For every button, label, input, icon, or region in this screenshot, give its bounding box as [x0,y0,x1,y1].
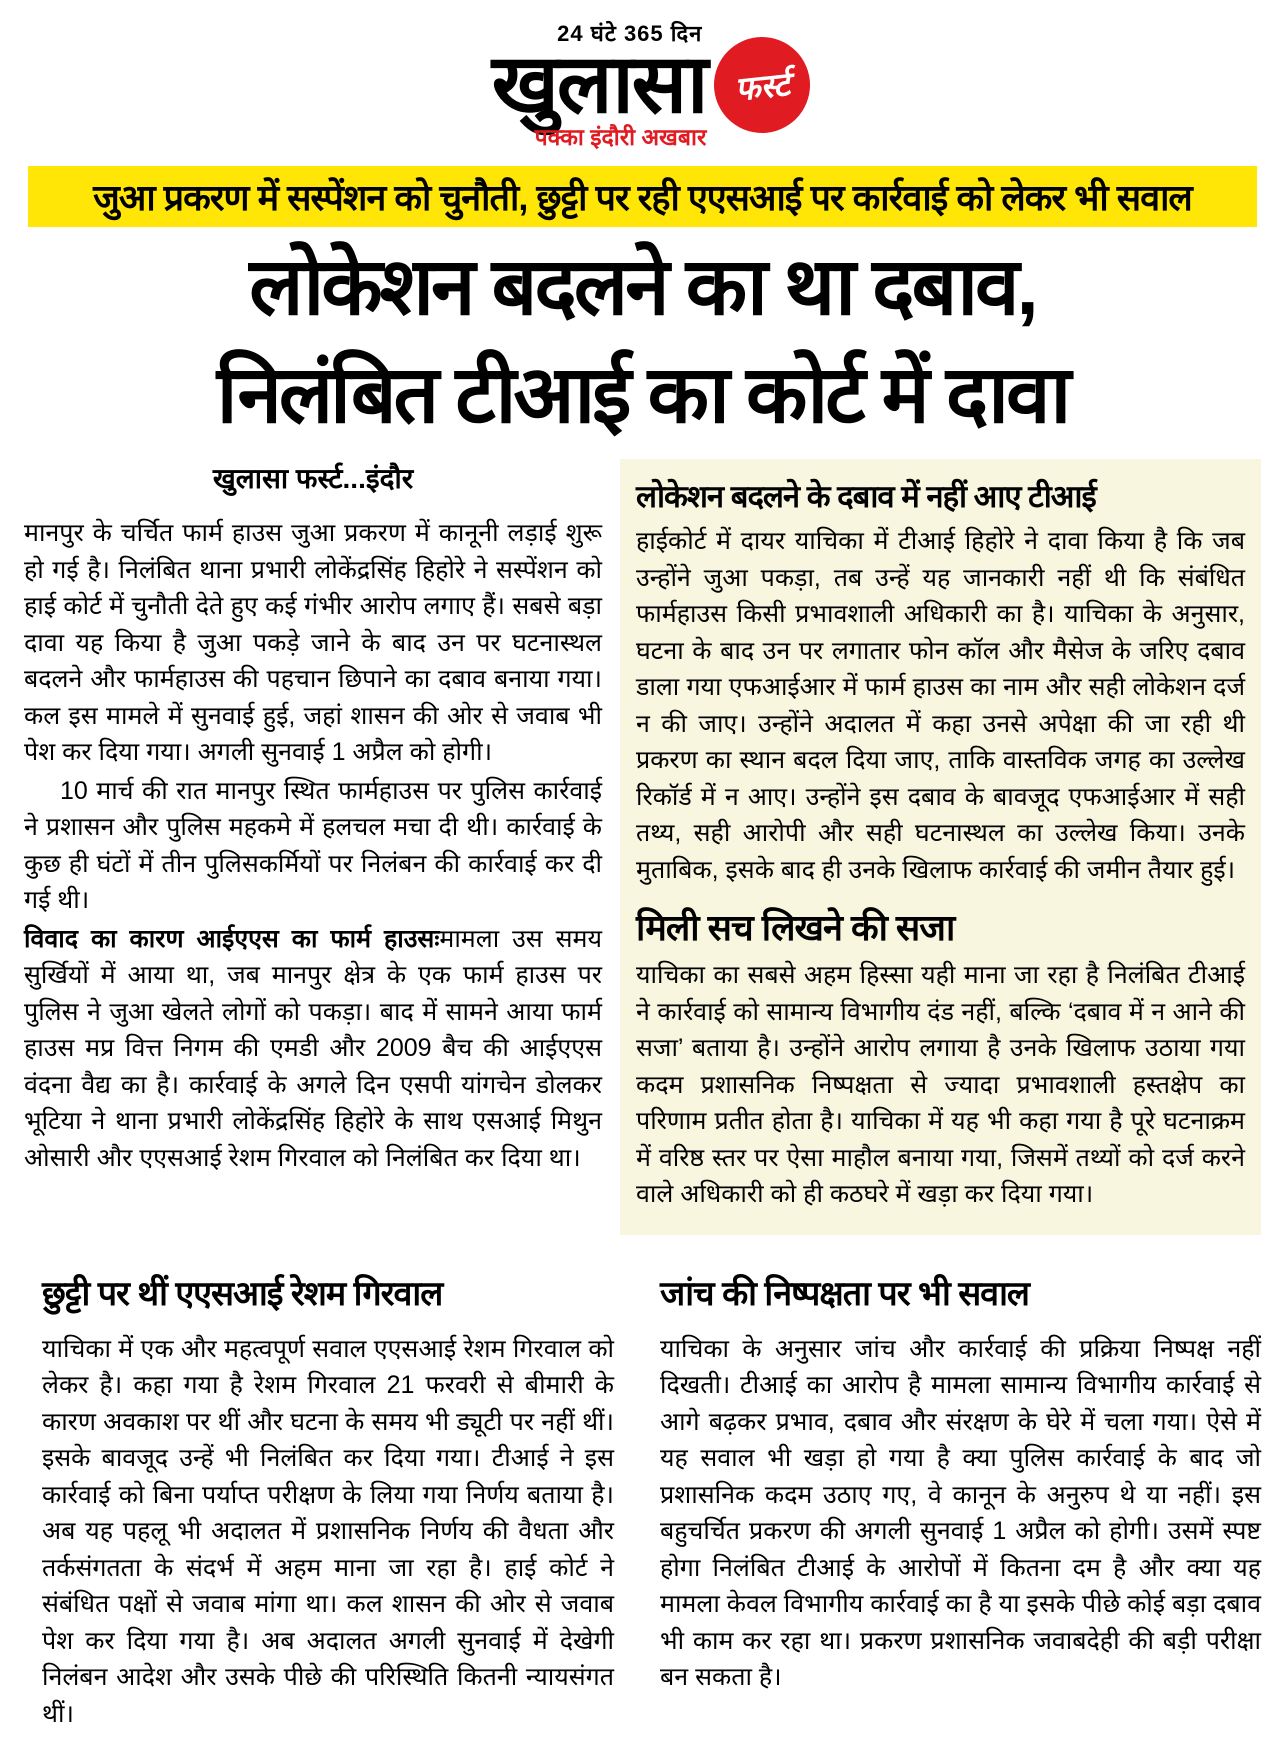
bottom-left-body: याचिका में एक और महत्वपूर्ण सवाल एएसआई रेशम गिरवाल को लेकर है। कहा गया है रेशम गिरवाल 21 फरवरी से बीमारी के कारण अवकाश पर थीं और घटना के समय भी ड्यूटी पर नहीं थीं। इसके बावजूद उन्हें भी निलंबित कर दिया गया। टीआई ने इस कार्रवाई को बिना पर्याप्त परीक्षण के लिया गया निर्णय बताया है। अब यह पहलू भी अदालत में प्रशासनिक निर्णय की वैधता और तर्कसंगतता के संदर्भ में अहम माना जा रहा है। हाई कोर्ट ने संबंधित पक्षों से जवाब मांगा था। कल शासन की ओर से जवाब पेश कर दिया गया है। अब अदालत अगली सुनवाई में देखेगी निलंबन आदेश और उसके पीछे की परिस्थिति कितनी न्यायसंगत थीं। [24,1331,614,1733]
bottom-section-right [642,1269,1261,1733]
masthead-tagline-top: 24 घंटे 365 दिन [557,18,702,48]
masthead-title: खुलासा [492,44,707,126]
lead-story-column [24,459,602,1176]
masthead [0,18,1285,152]
lead-story-body [24,515,602,1176]
headline-line-1: लोकेशन बदलने का था दबाव, [0,233,1285,341]
bottom-right-body: याचिका के अनुसार जांच और कार्रवाई की प्रक्रिया निष्पक्ष नहीं दिखती। टीआई का आरोप है मामला सामान्य विभागीय कार्रवाई से आगे बढ़कर प्रभाव, दबाव और संरक्षण के घेरे में चला गया। ऐसे में यह सवाल भी खड़ा हो गया है क्या पुलिस कार्रवाई के बाद जो प्रशासनिक कदम उठाए गए, वे कानून के अनुरुप थे या नहीं। इस बहुचर्चित प्रकरण की अगली सुनवाई 1 अप्रैल को होगी। उसमें स्पष्ट होगा निलंबित टीआई के आरोपों में कितना दम है और क्या यह मामला केवल विभागीय कार्रवाई का है या इसके पीछे कोई बड़ा दबाव भी काम कर रहा था। प्रकरण प्रशासनिक जवाबदेही की बड़ी परीक्षा बन सकता है। [642,1331,1261,1696]
highlight-box [620,459,1261,1235]
masthead-badge-circle [710,32,816,138]
highlight-section-body-2: याचिका का सबसे अहम हिस्सा यही माना जा रहा है निलंबित टीआई ने कार्रवाई को सामान्य विभागीय दंड नहीं, बल्कि ‘दबाव में न आने की सजा’ बताया है। उन्होंने आरोप लगाया है उनके खिलाफ उठाया गया कदम प्रशासनिक निष्पक्षता से ज्यादा प्रभावशाली हस्तक्षेप का परिणाम प्रतीत होता है। याचिका में यह भी कहा गया है पूरे घटनाक्रम में वरिष्ठ स्तर पर ऐसा माहौल बनाया गया, जिसमें तथ्यों को दर्ज करने वाले अधिकारी को ही कठघरे में खड़ा कर दिया गया। [636,957,1245,1213]
bottom-left-heading: छुट्टी पर थीं एएसआई रेशम गिरवाल [42,1269,614,1315]
masthead-tagline-bottom: पक्का इंदौरी अखबार [535,120,707,152]
bottom-right-heading: जांच की निष्पक्षता पर भी सवाल [660,1269,1261,1315]
main-headline [0,233,1285,449]
highlight-section-body-1: हाईकोर्ट में दायर याचिका में टीआई हिहोरे ने दावा किया है कि जब उन्होंने जुआ पकड़ा, तब उन्हें यह जानकारी नहीं थी कि संबंधित फार्महाउस किसी प्रभावशाली अधिकारी का है। याचिका के अनुसार, घटना के बाद उन पर लगातार फोन कॉल और मैसेज के जरिए दबाव डाला गया एफआईआर में फार्म हाउस का नाम और सही लोकेशन दर्ज न की जाए। उन्होंने अदालत में कहा उनसे अपेक्षा की जा रही थी प्रकरण का स्थान बदल दिया जाए, ताकि वास्तविक जगह का उल्लेख रिकॉर्ड में न आए। उन्होंने इस दबाव के बावजूद एफआईआर में सही तथ्य, सही आरोपी और सही घटनास्थल का उल्लेख किया। उनके मुताबिक, इसके बाद ही उनके खिलाफ कार्रवाई की जमीन तैयार हुई। [636,523,1245,888]
bottom-sections [0,1235,1285,1762]
lead-story-paragraph [24,921,602,1177]
lead-story-paragraph: 10 मार्च की रात मानपुर स्थित फार्महाउस पर पुलिस कार्रवाई ने प्रशासन और पुलिस महकमे में हलचल मचा दी थी। कार्रवाई के कुछ ही घंटों में तीन पुलिसकर्मियों पर निलंबन की कार्रवाई कर दी गई थी। [24,773,602,919]
highlight-section-heading-1: लोकेशन बदलने के दबाव में नहीं आए टीआई [636,475,1245,517]
bottom-section-left [24,1269,614,1733]
masthead-badge-label: फर्स्ट [733,60,792,110]
kicker-strip: जुआ प्रकरण में सस्पेंशन को चुनौती, छुट्टी पर रही एएसआई पर कार्रवाई को लेकर भी सवाल [28,166,1257,227]
masthead-logo [475,18,811,152]
paragraph-text: मामला उस समय सुर्खियों में आया था, जब मानपुर क्षेत्र के एक फार्म हाउस पर पुलिस ने जुआ खेलते लोगों को पकड़ा। बाद में सामने आया फार्म हाउस मप्र वित्त निगम की एमडी और 2009 बैच की आईएएस वंदना वैद्य का है। कार्रवाई के अगले दिन एसपी यांगचेन डोलकर भूटिया ने थाना प्रभारी लोकेंद्रसिंह हिहोरे के साथ एसआई मिथुन ओसारी और एएसआई रेशम गिरवाल को निलंबित कर दिया था। [24,925,602,1172]
article-columns [0,449,1285,1235]
masthead-title-stack [475,18,707,152]
highlight-section-heading-2: मिली सच लिखने की सजा [636,902,1245,951]
headline-line-2: निलंबित टीआई का कोर्ट में दावा [0,341,1285,449]
byline: खुलासा फर्स्ट...इंदौर [24,459,602,497]
paragraph-lead-in: विवाद का कारण आईएएस का फार्म हाउसः [24,925,439,953]
lead-story-paragraph: मानपुर के चर्चित फार्म हाउस जुआ प्रकरण में कानूनी लड़ाई शुरू हो गई है। निलंबित थाना प्रभारी लोकेंद्रसिंह हिहोरे ने सस्पेंशन को हाई कोर्ट में चुनौती देते हुए कई गंभीर आरोप लगाए हैं। सबसे बड़ा दावा यह किया है जुआ पकड़े जाने के बाद उन पर घटनास्थल बदलने और फार्महाउस की पहचान छिपाने का दबाव बनाया गया। कल इस मामले में सुनवाई हुई, जहां शासन की ओर से जवाब भी पेश कर दिया गया। अगली सुनवाई 1 अप्रैल को होगी। [24,515,602,771]
